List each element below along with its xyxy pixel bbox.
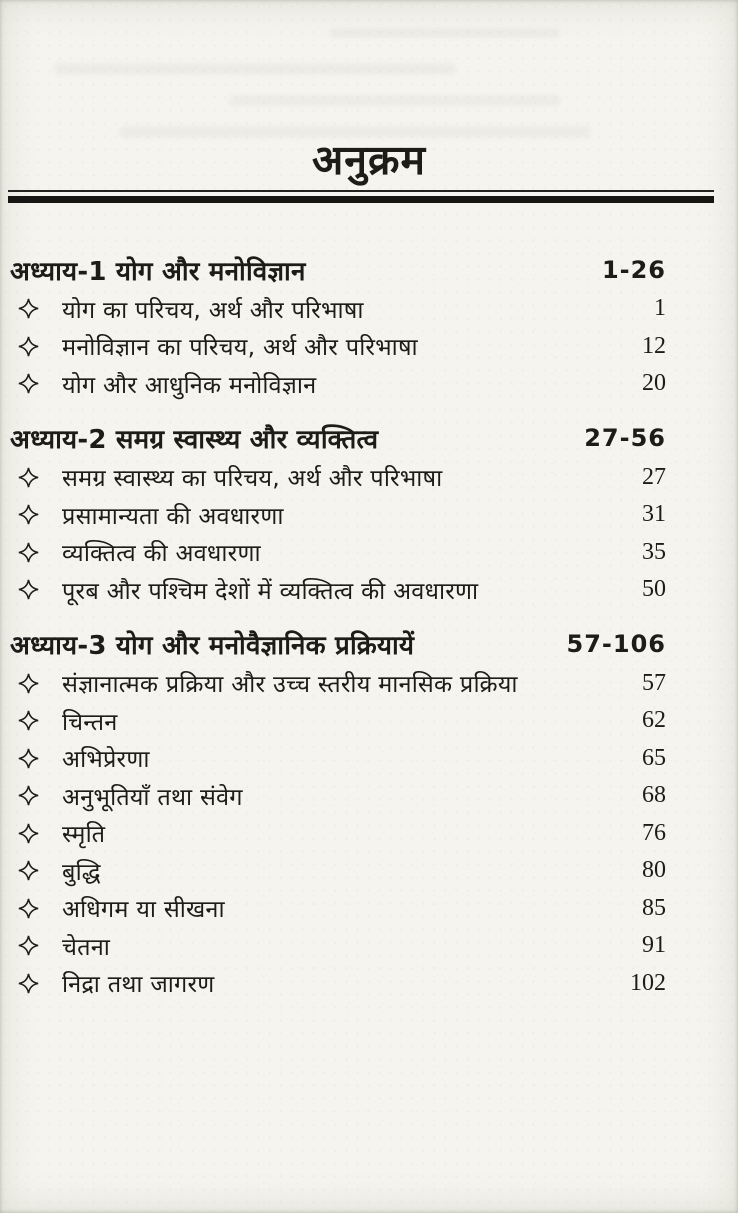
toc-item-label: संज्ञानात्मक प्रक्रिया और उच्च स्तरीय मानसिक प्रक्रिया xyxy=(62,670,518,699)
four-pointed-star-bullet-icon xyxy=(17,747,39,769)
toc-item-row xyxy=(10,290,666,328)
toc-item-row xyxy=(10,459,666,497)
toc-item-page: 68 xyxy=(642,782,666,809)
toc-item-row xyxy=(10,965,666,1003)
toc-item-row xyxy=(10,496,666,534)
toc-item-row xyxy=(10,815,666,853)
toc-item-page: 91 xyxy=(642,932,666,959)
four-pointed-star-bullet-icon xyxy=(17,935,39,957)
toc-item-label: पूरब और पश्चिम देशों में व्यक्तित्व की अवधारणा xyxy=(62,576,479,605)
title-divider xyxy=(0,190,738,203)
toc-item-row xyxy=(10,927,666,965)
toc-item-page: 12 xyxy=(642,332,666,359)
four-pointed-star-bullet-icon xyxy=(17,710,39,732)
toc-item-page: 65 xyxy=(642,744,666,771)
toc-item-label: चिन्तन xyxy=(62,707,118,736)
four-pointed-star-bullet-icon xyxy=(17,785,39,807)
toc-item-row xyxy=(10,890,666,928)
toc-item-row xyxy=(10,777,666,815)
four-pointed-star-bullet-icon xyxy=(17,373,39,395)
four-pointed-star-bullet-icon xyxy=(17,504,39,526)
toc-item-row xyxy=(10,852,666,890)
toc-item-page: 76 xyxy=(642,819,666,846)
toc-item-label: बुद्धि xyxy=(62,857,101,886)
toc-item-label: व्यक्तित्व की अवधारणा xyxy=(62,539,261,568)
four-pointed-star-bullet-icon xyxy=(17,672,39,694)
toc-item-page: 102 xyxy=(630,969,666,996)
toc-item-label: प्रसामान्यता की अवधारणा xyxy=(62,501,284,530)
divider-thin-rule xyxy=(8,190,714,192)
chapter-heading: अध्याय-1 योग और मनोविज्ञान xyxy=(10,256,306,287)
toc-item-label: योग और आधुनिक मनोविज्ञान xyxy=(62,370,317,399)
toc-item-row xyxy=(10,740,666,778)
four-pointed-star-bullet-icon xyxy=(17,897,39,919)
toc-item-label: अनुभूतियाँ तथा संवेग xyxy=(62,782,243,811)
toc-item-row xyxy=(10,328,666,366)
page-title: अनुक्रम xyxy=(311,136,427,184)
toc-item-page: 20 xyxy=(642,370,666,397)
toc-item-page: 80 xyxy=(642,857,666,884)
toc-item-page: 31 xyxy=(642,501,666,528)
four-pointed-star-bullet-icon xyxy=(17,541,39,563)
toc-item-page: 50 xyxy=(642,576,666,603)
toc-item-label: समग्र स्वास्थ्य का परिचय, अर्थ और परिभाषा xyxy=(62,464,443,493)
toc-item-label: निद्रा तथा जागरण xyxy=(62,970,215,999)
chapter-page-range: 27-56 xyxy=(584,424,666,453)
toc-item-label: मनोविज्ञान का परिचय, अर्थ और परिभाषा xyxy=(62,333,418,362)
chapter-page-range: 1-26 xyxy=(601,255,666,284)
toc-item-row xyxy=(10,702,666,740)
four-pointed-star-bullet-icon xyxy=(17,860,39,882)
toc-item-row xyxy=(10,571,666,609)
toc-item-label: अधिगम या सीखना xyxy=(62,895,225,924)
toc-chapter-row xyxy=(10,624,666,665)
toc-item-page: 27 xyxy=(642,463,666,490)
toc-item-page: 35 xyxy=(642,538,666,565)
toc-item-label: चेतना xyxy=(62,932,111,961)
toc xyxy=(0,203,738,1002)
four-pointed-star-bullet-icon xyxy=(17,298,39,320)
toc-item-label: अभिप्रेरणा xyxy=(62,745,150,774)
four-pointed-star-bullet-icon xyxy=(17,972,39,994)
four-pointed-star-bullet-icon xyxy=(17,335,39,357)
toc-item-page: 85 xyxy=(642,894,666,921)
toc-item-label: स्मृति xyxy=(62,820,106,849)
divider-thick-rule xyxy=(8,196,714,203)
chapter-page-range: 57-106 xyxy=(566,630,666,659)
chapter-heading: अध्याय-2 समग्र स्वास्थ्य और व्यक्तित्व xyxy=(10,425,379,456)
toc-item-page: 57 xyxy=(642,669,666,696)
toc-item-row xyxy=(10,534,666,572)
toc-item-page: 62 xyxy=(642,707,666,734)
four-pointed-star-bullet-icon xyxy=(17,822,39,844)
toc-item-page: 1 xyxy=(654,295,666,322)
four-pointed-star-bullet-icon xyxy=(17,466,39,488)
four-pointed-star-bullet-icon xyxy=(17,579,39,601)
chapter-heading: अध्याय-3 योग और मनोवैज्ञानिक प्रक्रियायें xyxy=(10,631,415,662)
toc-item-row xyxy=(10,365,666,403)
toc-chapter-row xyxy=(10,418,666,459)
toc-chapter-row xyxy=(10,249,666,290)
toc-item-label: योग का परिचय, अर्थ और परिभाषा xyxy=(62,295,364,324)
toc-item-row xyxy=(10,665,666,703)
